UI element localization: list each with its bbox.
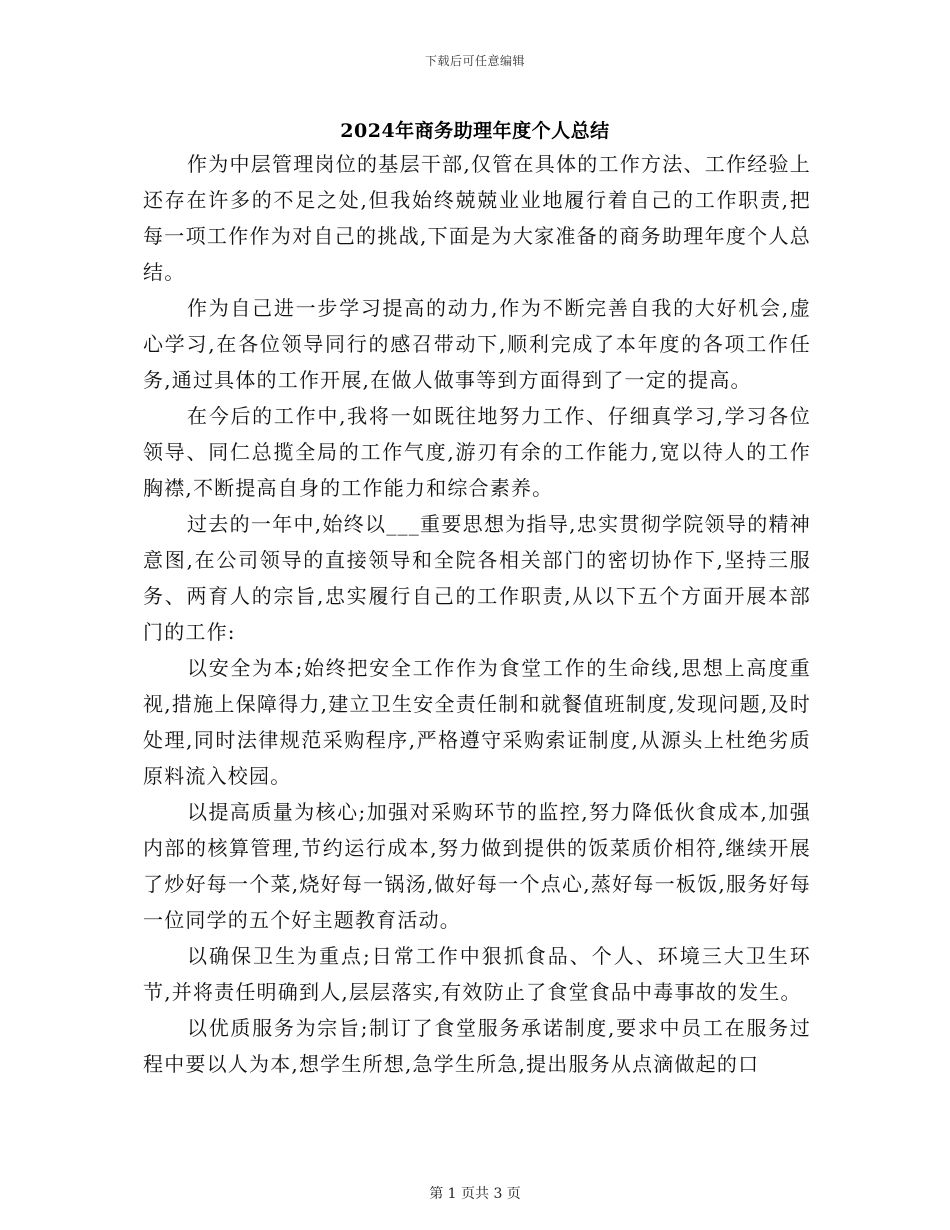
document-body xyxy=(143,146,811,1082)
paragraph-future-work: 在今后的工作中,我将一如既往地努力工作、仔细真学习,学习各位领导、同仁总揽全局的工作气度,游刃有余的工作能力,宽以待人的工作胸襟,不断提高自身的工作能力和综合素养。 xyxy=(143,404,811,500)
paragraph-intro: 作为中层管理岗位的基层干部,仅管在具体的工作方法、工作经验上还存在许多的不足之处,但我始终兢兢业业地履行着自己的工作职责,把每一项工作作为对自己的挑战,下面是为大家准备的商务助理年度个人总结。 xyxy=(143,152,811,284)
paragraph-past-year: 过去的一年中,始终以___重要思想为指导,忠实贯彻学院领导的精神意图,在公司领导的直接领导和全院各相关部门的密切协作下,坚持三服务、两育人的宗旨,忠实履行自己的工作职责,从以下五个方面开展本部门的工作: xyxy=(143,512,811,644)
paragraph-learning: 作为自己进一步学习提高的动力,作为不断完善自我的大好机会,虚心学习,在各位领导同行的感召带动下,顺利完成了本年度的各项工作任务,通过具体的工作开展,在做人做事等到方面得到了一定的提高。 xyxy=(143,296,811,392)
paragraph-hygiene: 以确保卫生为重点;日常工作中狠抓食品、个人、环境三大卫生环节,并将责任明确到人,层层落实,有效防止了食堂食品中毒事故的发生。 xyxy=(143,944,811,1004)
paragraph-safety: 以安全为本;始终把安全工作作为食堂工作的生命线,思想上高度重视,措施上保障得力,建立卫生安全责任制和就餐值班制度,发现问题,及时处理,同时法律规范采购程序,严格遵守采购索证制度,从源头上杜绝劣质原料流入校园。 xyxy=(143,656,811,788)
paragraph-service: 以优质服务为宗旨;制订了食堂服务承诺制度,要求中员工在服务过程中要以人为本,想学生所想,急学生所急,提出服务从点滴做起的口 xyxy=(143,1016,811,1076)
page-number: 第 1 页共 3 页 xyxy=(429,1186,521,1202)
document-title: 2024年商务助理年度个人总结 xyxy=(340,120,610,142)
paragraph-quality: 以提高质量为核心;加强对采购环节的监控,努力降低伙食成本,加强内部的核算管理,节约运行成本,努力做到提供的饭菜质价相符,继续开展了炒好每一个菜,烧好每一锅汤,做好每一个点心,蒸好每一板饭,服务好每一位同学的五个好主题教育活动。 xyxy=(143,800,811,932)
page-header-note: 下载后可任意编辑 xyxy=(424,54,525,68)
